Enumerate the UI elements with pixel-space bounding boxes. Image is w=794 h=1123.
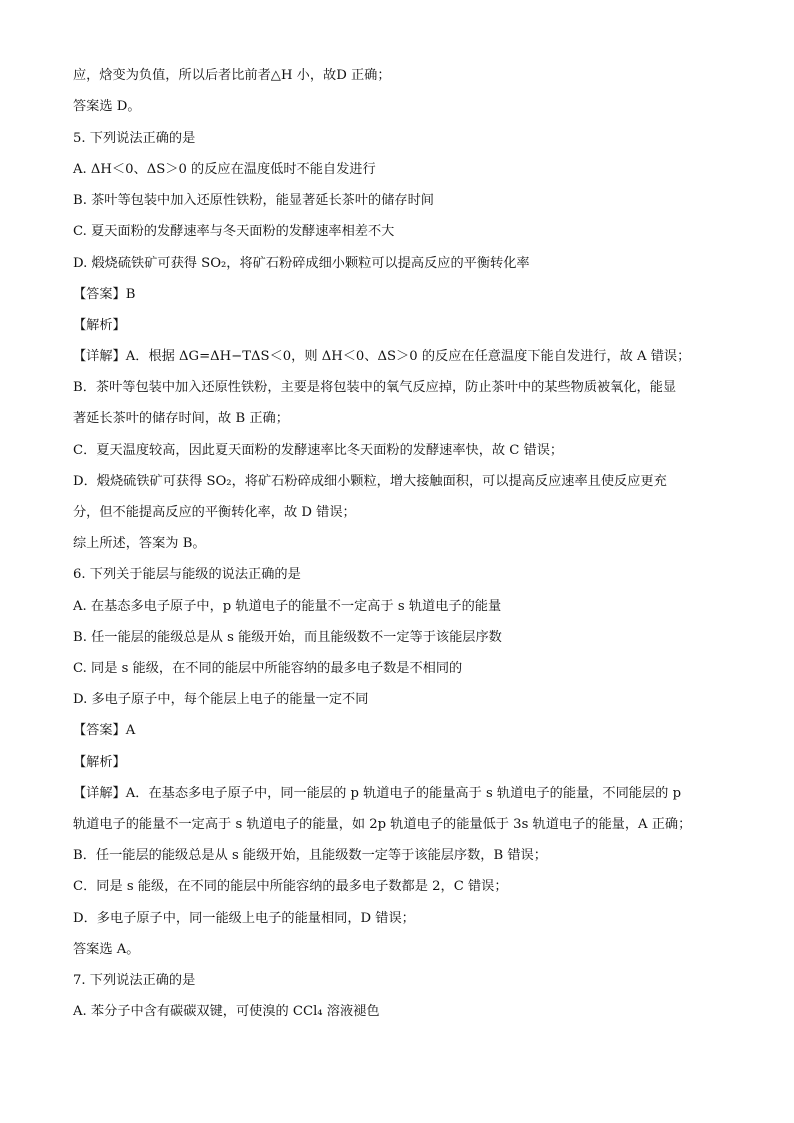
analysis-tag: 【解析】	[73, 755, 126, 770]
answer-line: 答案选 D。	[73, 99, 141, 114]
option-c: C. 同是 s 能级，在不同的能层中所能容纳的最多电子数是不相同的	[73, 661, 463, 676]
explanation-line: B．任一能层的能级总是从 s 能级开始，且能级数一定等于该能层序数，B 错误；	[73, 848, 547, 863]
explanation-line: 【详解】A．在基态多电子原子中，同一能层的 p 轨道电子的能量高于 s 轨道电子的能量，不同能层的 p	[73, 786, 682, 801]
option-b: B. 茶叶等包装中加入还原性铁粉，能显著延长茶叶的储存时间	[73, 193, 434, 208]
explanation-line: C．同是 s 能级，在不同的能层中所能容纳的最多电子数都是 2，C 错误；	[73, 879, 508, 894]
question-7: 7. 下列说法正确的是	[73, 973, 196, 988]
explanation-line: 轨道电子的能量不一定高于 s 轨道电子的能量，如 2p 轨道电子的能量低于 3s 轨道电子的能量，A 正确；	[73, 817, 692, 832]
option-d: D. 煅烧硫铁矿可获得 SO₂，将矿石粉碎成细小颗粒可以提高反应的平衡转化率	[73, 256, 530, 271]
answer-tag: 【答案】B	[73, 287, 136, 302]
explanation-line: 著延长茶叶的储存时间，故 B 正确；	[73, 411, 289, 426]
explanation-line: 分，但不能提高反应的平衡转化率，故 D 错误；	[73, 505, 356, 520]
option-c: C. 夏天面粉的发酵速率与冬天面粉的发酵速率相差不大	[73, 224, 395, 239]
option-a: A. 苯分子中含有碳碳双键，可使溴的 CCl₄ 溶液褪色	[73, 1004, 380, 1019]
option-b: B. 任一能层的能级总是从 s 能级开始，而且能级数不一定等于该能层序数	[73, 630, 502, 645]
explanation-line: C．夏天温度较高，因此夏天面粉的发酵速率比冬天面粉的发酵速率快，故 C 错误；	[73, 443, 564, 458]
question-6: 6. 下列关于能层与能级的说法正确的是	[73, 567, 301, 582]
option-a: A. ΔH＜0、ΔS＞0 的反应在温度低时不能自发进行	[73, 162, 376, 177]
option-a: A. 在基态多电子原子中，p 轨道电子的能量不一定高于 s 轨道电子的能量	[73, 599, 502, 614]
explanation-line: 【详解】A．根据 ΔG=ΔH−TΔS＜0，则 ΔH＜0、ΔS＞0 的反应在任意温度下能自发进行，故 A 错误；	[73, 349, 691, 364]
analysis-tag: 【解析】	[73, 318, 126, 333]
explanation-line: D．煅烧硫铁矿可获得 SO₂，将矿石粉碎成细小颗粒，增大接触面积，可以提高反应速率且使反应更充	[73, 474, 667, 489]
text-line: 应，焓变为负值，所以后者比前者△H 小，故D 正确；	[73, 68, 391, 83]
question-5: 5. 下列说法正确的是	[73, 131, 196, 146]
explanation-line: B．茶叶等包装中加入还原性铁粉，主要是将包装中的氧气反应掉，防止茶叶中的某些物质被氧化，能显	[73, 380, 677, 395]
explanation-line: D．多电子原子中，同一能级上电子的能量相同，D 错误；	[73, 911, 415, 926]
option-d: D. 多电子原子中，每个能层上电子的能量一定不同	[73, 692, 369, 707]
answer-line: 答案选 A。	[73, 942, 140, 957]
answer-tag: 【答案】A	[73, 723, 136, 738]
summary-line: 综上所述，答案为 B。	[73, 536, 206, 551]
